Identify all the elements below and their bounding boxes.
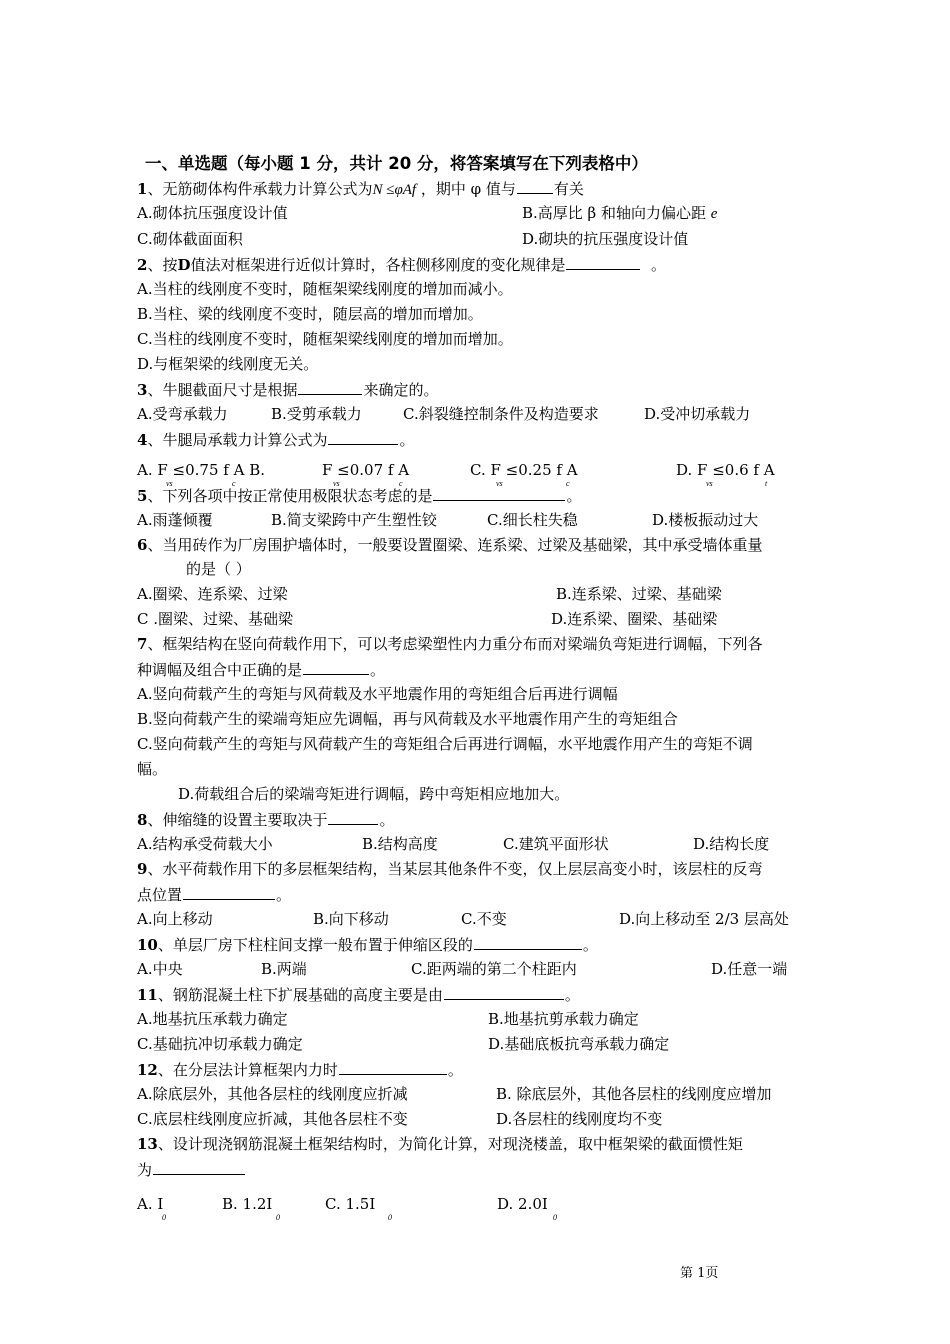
question-number: 5 [137,487,148,505]
option-b: B.当柱、梁的线刚度不变时，随层高的增加而增加。 [137,305,483,323]
option-c: C.不变 [461,910,507,928]
question-text: 种调幅及组合中正确的是 [137,661,303,679]
question-number: 6 [137,536,148,554]
option-c: C.底层柱线刚度应折减，其他各层柱不变 [137,1110,408,1128]
question-11 [137,984,580,1005]
option-a: A.地基抗压承载力确定 [137,1010,288,1028]
option-d: D.结构长度 [693,835,770,853]
question-1 [137,178,584,200]
option-b: B. 除底层外，其他各层柱的线刚度应增加 [496,1085,772,1103]
answer-blank[interactable] [183,884,275,900]
question-text: 、设计现浇钢筋混凝土框架结构时，为简化计算，对现浇楼盖，取中框架梁的截面惯性矩 [157,1135,743,1153]
option-d: D.受冲切承载力 [644,405,751,423]
question-number: 2 [137,256,148,274]
question-number: 11 [137,986,158,1004]
answer-blank[interactable] [566,254,640,270]
option-b: B.结构高度 [362,835,438,853]
option-b: B.连系梁、过梁、基础梁 [556,585,722,603]
option-d: D. 2.0I [497,1195,548,1213]
option-c: C.竖向荷载产生的弯矩与风荷载产生的弯矩组合后再进行调幅，水平地震作用产生的弯矩不调 [137,735,753,753]
answer-blank[interactable] [517,178,553,194]
option-b: B.受剪承载力 [271,405,362,423]
question-text: 、当用砖作为厂房围护墙体时，一般要设置圈梁、连系梁、过梁及基础梁，其中承受墙体重量 [147,536,763,554]
section-title: 一、单选题（每小题 1 分，共计 20 分，将答案填写在下列表格中） [145,154,648,173]
question-number: 12 [137,1061,158,1079]
question-text: ，期中 φ 值与 [420,180,516,198]
question-9 [137,859,762,879]
question-9-cont [137,884,291,905]
answer-blank[interactable] [328,809,378,825]
question-5 [137,485,581,506]
question-text: 、牛腿局承载力计算公式为 [147,431,328,449]
option-a: A. F ≤0.75 f A B. [137,461,265,479]
option-d: D.向上移动至 2/3 层高处 [619,910,789,928]
question-10 [137,934,598,955]
question-text: 。 [399,431,415,449]
page-number: 第 1页 [680,1266,719,1281]
question-text: 、框架结构在竖向荷载作用下，可以考虑梁塑性内力重分布而对梁端负弯矩进行调幅，下列各 [147,635,763,653]
question-text: 。 [582,936,598,954]
option-d: D.楼板振动过大 [652,511,759,529]
question-text: 。 [379,811,395,829]
question-text: 来确定的。 [363,381,439,399]
option-d: D.任意一端 [711,960,788,978]
option-b: F ≤0.07 f A [322,461,410,479]
question-7-cont [137,659,385,680]
option-c: C.距两端的第二个柱距内 [411,960,577,978]
question-12 [137,1059,463,1080]
question-text: 点位置 [137,886,183,904]
option-b: B.高厚比 β 和轴向力偏心距 e [522,204,718,222]
question-text: 、单层厂房下柱柱间支撑一般布置于伸缩区段的 [157,936,473,954]
subscript-c: c [399,479,403,488]
formula: N ≤φAf [372,182,417,198]
question-number: 1 [137,180,148,198]
question-7 [137,634,762,654]
answer-blank[interactable] [444,984,564,1000]
option-c: C.建筑平面形状 [503,835,609,853]
question-number: 10 [137,936,158,954]
question-text: 。 [370,661,386,679]
subscript-0: 0 [553,1213,557,1222]
option-c: C .圈梁、过梁、基础梁 [137,610,294,628]
option-a: A.当柱的线刚度不变时，随框架梁线刚度的增加而减小。 [137,280,513,298]
option-d: D.砌块的抗压强度设计值 [522,230,689,248]
question-text: 、下列各项中按正常使用极限状态考虑的是 [147,487,433,505]
option-d: D.与框架梁的线刚度无关。 [137,355,319,373]
subscript-0: 0 [276,1213,280,1222]
question-text: 值法对框架进行近似计算时，各柱侧移刚度的变化规律是 [190,256,566,274]
answer-blank[interactable] [153,1159,245,1175]
option-b: B.地基抗剪承载力确定 [488,1010,639,1028]
option-b: B.简支梁跨中产生塑性铰 [271,511,437,529]
option-d: D.基础底板抗弯承载力确定 [488,1035,670,1053]
question-text: 、在分层法计算框架内力时 [157,1061,338,1079]
question-text: 。 [276,886,292,904]
subscript-c: c [566,479,570,488]
option-c: C.斜裂缝控制条件及构造要求 [403,405,599,423]
option-d: D.各层柱的线刚度均不变 [496,1110,663,1128]
question-number: 9 [137,860,148,878]
subscript-vs: vs [496,479,503,488]
question-text: 、按 [147,256,178,274]
option-a: A.圈梁、连系梁、过梁 [137,585,288,603]
option-a: A.受弯承载力 [137,405,228,423]
option-a: A.除底层外，其他各层柱的线刚度应折减 [137,1085,408,1103]
subscript-vs: vs [706,479,713,488]
subscript-c: c [232,479,236,488]
question-text: 、无筋砌体构件承载力计算公式为 [147,180,373,198]
question-text: 、水平荷载作用下的多层框架结构，当某层其他条件不变，仅上层层高变小时，该层柱的反弯 [147,860,763,878]
question-text: 、伸缩缝的设置主要取决于 [147,811,328,829]
question-4 [137,429,414,450]
answer-blank[interactable] [298,379,362,395]
answer-blank[interactable] [303,659,369,675]
question-13 [137,1134,743,1154]
answer-blank[interactable] [433,485,565,501]
option-c: C.细长柱失稳 [487,511,578,529]
option-c: C.基础抗冲切承载力确定 [137,1035,303,1053]
option-b: B.竖向荷载产生的梁端弯矩应先调幅，再与风荷载及水平地震作用产生的弯矩组合 [137,710,678,728]
subscript-t: t [765,479,768,488]
question-number: 7 [137,635,148,653]
option-a: A.向上移动 [137,910,213,928]
option-c: C. F ≤0.25 f A [470,461,578,479]
option-b: B.两端 [261,960,307,978]
subscript-0: 0 [162,1213,166,1222]
question-2 [137,254,666,275]
option-a: A. I [137,1195,164,1213]
answer-blank[interactable] [474,934,582,950]
option-c: C. 1.5I [325,1195,376,1213]
option-b: B.向下移动 [313,910,389,928]
option-c-cont: 幅。 [137,760,168,778]
question-number: 13 [137,1135,158,1153]
question-text: 。 [651,256,667,274]
answer-blank[interactable] [328,429,398,445]
question-number: 4 [137,431,148,449]
question-13-cont [137,1159,246,1180]
option-d: D. F ≤0.6 f A [676,461,775,479]
question-3 [137,379,438,400]
option-a: A.雨蓬倾覆 [137,511,213,529]
option-b: B. 1.2I [222,1195,273,1213]
question-text: D [177,256,191,274]
question-text: 、钢筋混凝土柱下扩展基础的高度主要是由 [157,986,443,1004]
subscript-0: 0 [388,1213,392,1222]
question-6-cont: 的是（ ） [186,560,251,578]
question-text: 。 [566,487,582,505]
question-number: 3 [137,381,148,399]
option-d: D.连系梁、圈梁、基础梁 [551,610,718,628]
question-text: 。 [447,1061,463,1079]
question-6 [137,535,762,555]
option-d: D.荷载组合后的梁端弯矩进行调幅，跨中弯矩相应地加大。 [178,785,570,803]
option-a: A.竖向荷载产生的弯矩与风荷载及水平地震作用的弯矩组合后再进行调幅 [137,685,618,703]
question-text: 。 [564,986,580,1004]
answer-blank[interactable] [339,1059,447,1075]
subscript-vs: vs [166,479,173,488]
question-number: 8 [137,811,148,829]
question-8 [137,809,394,830]
subscript-vs: vs [333,479,340,488]
option-c: C.砌体截面面积 [137,230,243,248]
option-a: A.中央 [137,960,183,978]
question-text: 为 [137,1161,153,1179]
option-c: C.当柱的线刚度不变时，随框架梁线刚度的增加而增加。 [137,330,513,348]
option-a: A.结构承受荷载大小 [137,835,273,853]
question-text: 、牛腿截面尺寸是根据 [147,381,298,399]
option-a: A.砌体抗压强度设计值 [137,204,288,222]
question-text: 有关 [553,180,584,198]
